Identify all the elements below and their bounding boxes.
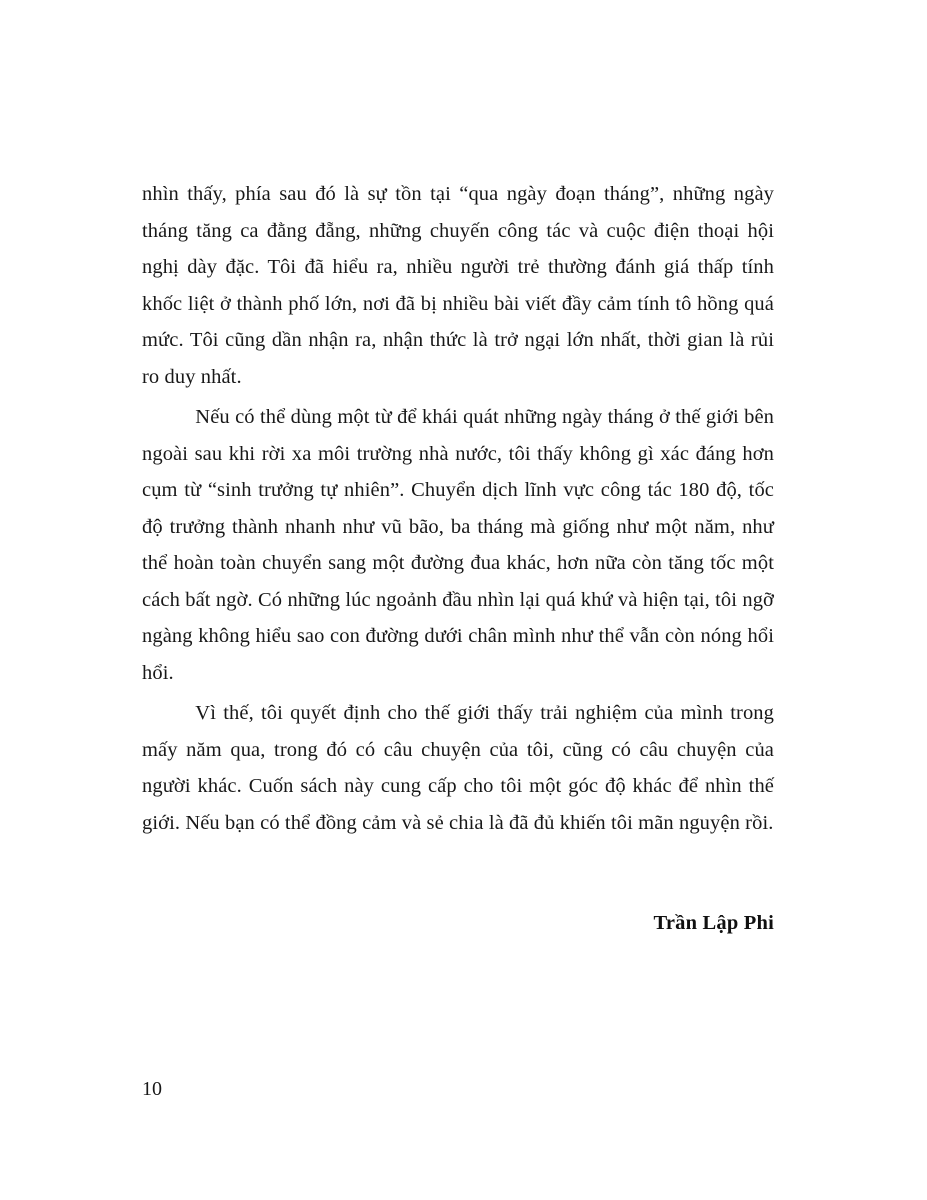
- page-number: 10: [142, 1078, 162, 1100]
- author-signature: Trần Lập Phi: [653, 912, 774, 934]
- paragraph: Vì thế, tôi quyết định cho thế giới thấy trải nghiệm của mình trong mấy năm qua, trong đó có câu chuyện của tôi, cũng có câu chuyện của người khác. Cuốn sách này cung cấp cho tôi một góc độ khác để nhìn thế giới. Nếu bạn có thể đồng cảm và sẻ chia là đã đủ khiến tôi mãn nguyện rồi.: [142, 702, 774, 834]
- paragraph: Nếu có thể dùng một từ để khái quát những ngày tháng ở thế giới bên ngoài sau khi rời xa môi trường nhà nước, tôi thấy không gì xác đáng hơn cụm từ “sinh trưởng tự nhiên”. Chuyển dịch lĩnh vực công tác 180 độ, tốc độ trưởng thành nhanh như vũ bão, ba tháng mà giống như một năm, như thể hoàn toàn chuyển sang một đường đua khác, hơn nữa còn tăng tốc một cách bất ngờ. Có những lúc ngoảnh đầu nhìn lại quá khứ và hiện tại, tôi ngỡ ngàng không hiểu sao con đường dưới chân mình như thể vẫn còn nóng hổi hổi.: [142, 406, 774, 684]
- paragraph: nhìn thấy, phía sau đó là sự tồn tại “qua ngày đoạn tháng”, những ngày tháng tăng ca đằng đẵng, những chuyến công tác và cuộc điện thoại hội nghị dày đặc. Tôi đã hiểu ra, nhiều người trẻ thường đánh giá thấp tính khốc liệt ở thành phố lớn, nơi đã bị nhiều bài viết đầy cảm tính tô hồng quá mức. Tôi cũng dần nhận ra, nhận thức là trở ngại lớn nhất, thời gian là rủi ro duy nhất.: [142, 183, 774, 388]
- body-text: [142, 176, 774, 845]
